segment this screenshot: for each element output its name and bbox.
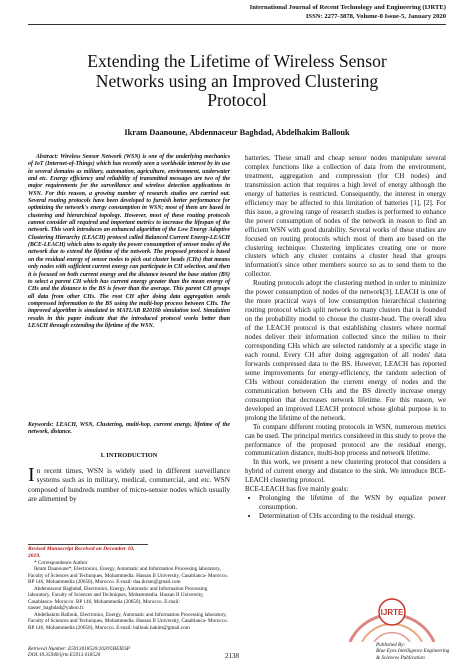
list-item: • Prolonging the lifetime of the WSN by equalize power consumption. [259,494,446,512]
correspondence-note: * Correspondence Author [34,560,88,566]
issn-line: ISSN: 2277-3878, Volume-8 Issue-5, January 2020 [305,12,446,20]
title-line-2: Networks using an Improved Clustering [95,70,379,91]
drop-cap: I [28,464,35,486]
introduction-text [28,466,230,503]
section-heading-introduction: I. INTRODUCTION [100,452,158,459]
paragraph: To compare different routing protocols in WSN, numerous metrics can be used. The principal metrics considered in this study to prove the performance of the proposed protocol are the residual energy, communication distance, multi-hop process and network lifetime. [245,422,446,458]
paragraph: batteries. These small and cheap sensor nodes manipulate several complex functions like a collection of data from the environment, treatment, aggregation and compression (for CH nodes) and transmission action that requires a high level of energy although the energy of batteries is restricted. Consequently, the interest in energy efficiency may be affected to this limitation of batteries [1], [2]. For this issue, a growing range of research studies is performed to enhance the power consumption of nodes of the network in reason to find an efficient WSN with good durability. Several works of these studies are focused on routing protocols which most of them are based on the clustering technique. Clustering implicates creating one or more clusters which any cluster contains a cluster head that groups information's since other members source so as to send them to the collector. [245,154,446,279]
footer-right [376,642,449,661]
author-affiliation-1: Ikram Daanoune*, Electronics, Energy, Automatic and Information Processing laboratory, Faculty of Sciences and Techniques, Mohammedia. Hassan II University, Casablanca- Morocco. BP 146, Mohammedia (20650), Morocco. E-mail: daa.ikram@gmail.com [28,566,229,586]
keywords: Keywords: LEACH, WSN, Clustering, multi-hop, current energy, lifetime of the network, distance. [28,422,230,436]
right-column [245,154,446,521]
revised-date: Revised Manuscript Received on December 10, 2019. [28,544,148,560]
title-line-3: Protocol [207,90,267,110]
publisher-line-2: & Sciences Publication [376,654,425,661]
paragraph: In this work, we present a new clustering protocol that considers a hybrid of current energy and distance to the sink. We introduce BCE-LEACH clustering protocol. [245,458,446,485]
logo-text: IJRTE [380,608,404,617]
author-notes [28,544,230,631]
intro-paragraph: n recent times, WSN is widely used in different surveillance systems such as in military, medical, commercial, and etc. WSN composed of hundreds number of micro-sensor nodes which usually are alimented by [28,466,230,503]
footer-left [28,646,130,659]
list-item: • Determination of CHs according to the residual energy. [259,512,446,521]
authors: Ikram Daanoune, Abdennaceur Baghdad, Abdelhakim Ballouk [124,128,350,137]
paragraph: BCE-LEACH has five mainly goals: [245,485,349,494]
paper-title [40,52,434,111]
title-line-1: Extending the Lifetime of Wireless Sensor [87,51,387,71]
abstract: Abstract: Wireless Sensor Network (WSN) is one of the underlying mechanics of IoT (Internet-of-Things) which has recently seen a worldwide interest by its use in several domains as military, automation, agriculture, environment, underwater and etc. Energy efficiency and reliability of transmitted messages are two of the major requirements for the surveillance and wireless detection applications in WSN. For this reason, a growing number of research studies are carried out. Several routing protocols have been developed to furnish better performance for optimizing the network's energy consumption in WSN; most of them are based in clustering and hierarchical topology. However, most of these routing protocols cannot consider all required and important metrics to increase the lifespan of the network. This work introduces an enhanced algorithm of the Low Energy Adaptive Clustering Hierarchy (LEACH) protocol called Balanced Current Energy-LEACH (BCE-LEACH) which aims to equity the power consumption of sensor nodes of the network due to extend the lifetime of the network. The proposed protocol is based on the residual energy of sensor nodes to pick out cluster heads (CHs) that means only nodes with sufficient current energy can participate in CH selection, and then it is focused on both current energy and the distance toward the base station (BS) to select a parent CH which has current energy greater than the mean energy of CHs and the distance to the BS is fewer than the average. This parent CH groups all data from other CHs. The root CH after doing data aggregation sends compressed information to the BS using the multi-hop process between CHs. The improved algorithm is simulated in MATLAB R2016b simulation tool. Simulation results in this paper indicate that the introduced protocol works better than LEACH through extending the lifetime of the WSN. [28,154,230,329]
published-by: Published By: [376,642,406,648]
goals-list [245,494,446,521]
author-affiliation-2: Abdennaceur Baghdad, Electronics, Energy, Automatic and Information Processing laboratory, Faculty of Sciences and Techniques, Mohammedia. Hassan II University, Casablanca- Morocco. BP 146, Mohammedia (20650), Morocco. E-mail: nasser_baghdad@yahoo.fr. [28,585,208,612]
doi: DOI:10.35940/ijrte.E5913.018520 [28,652,101,659]
page-number: 2138 [225,652,239,660]
journal-header [250,4,446,21]
paragraph: Routing protocols adopt the clustering method in order to minimize the power consumption of nodes of the network[3]. LEACH is one of the more practical ways of low consumption hierarchical clustering routing protocol which split network to many clusters that is founded on the probability model to choose the cluster-head. The overall idea of the LEACH protocol is that establishing clusters where normal nodes deliver their information collected since the milieu to their corresponding CHs which are selected randomly at a specific stage in each round. Every CH after doing aggregation of all nodes' data forwards compressed data to the BS. However, LEACH has reported some improvements for energy-efficiency, the random selection of CHs without consideration the current energy of nodes and the communication between CHs and the BS directly increase energy consumption that decreases network lifetime. For this reason, we developed an improved LEACH protocol whose global purpose is to prolong the lifetime of the network. [245,279,446,422]
journal-name: International Journal of Recent Technology and Engineering (IJRTE) [249,4,446,11]
ijrte-logo [342,572,442,642]
header-rule [28,24,446,25]
retrieval-number: Retrieval Number: E5913018520/2020©BEIESP [28,646,130,652]
author-affiliation-3: Abdelhakim Ballouk, Electronics, Energy, Automatic and Information Processing laboratory, Faculty of Sciences and Techniques, Mohammedia. Hassan II University, Casablanca- Morocco. BP 146, Mohammedia (20650), Morocco. E-mail: ballouk.hakim@gmail.com [28,611,229,631]
publisher-line-1: Blue Eyes Intelligence Engineering [376,648,450,655]
